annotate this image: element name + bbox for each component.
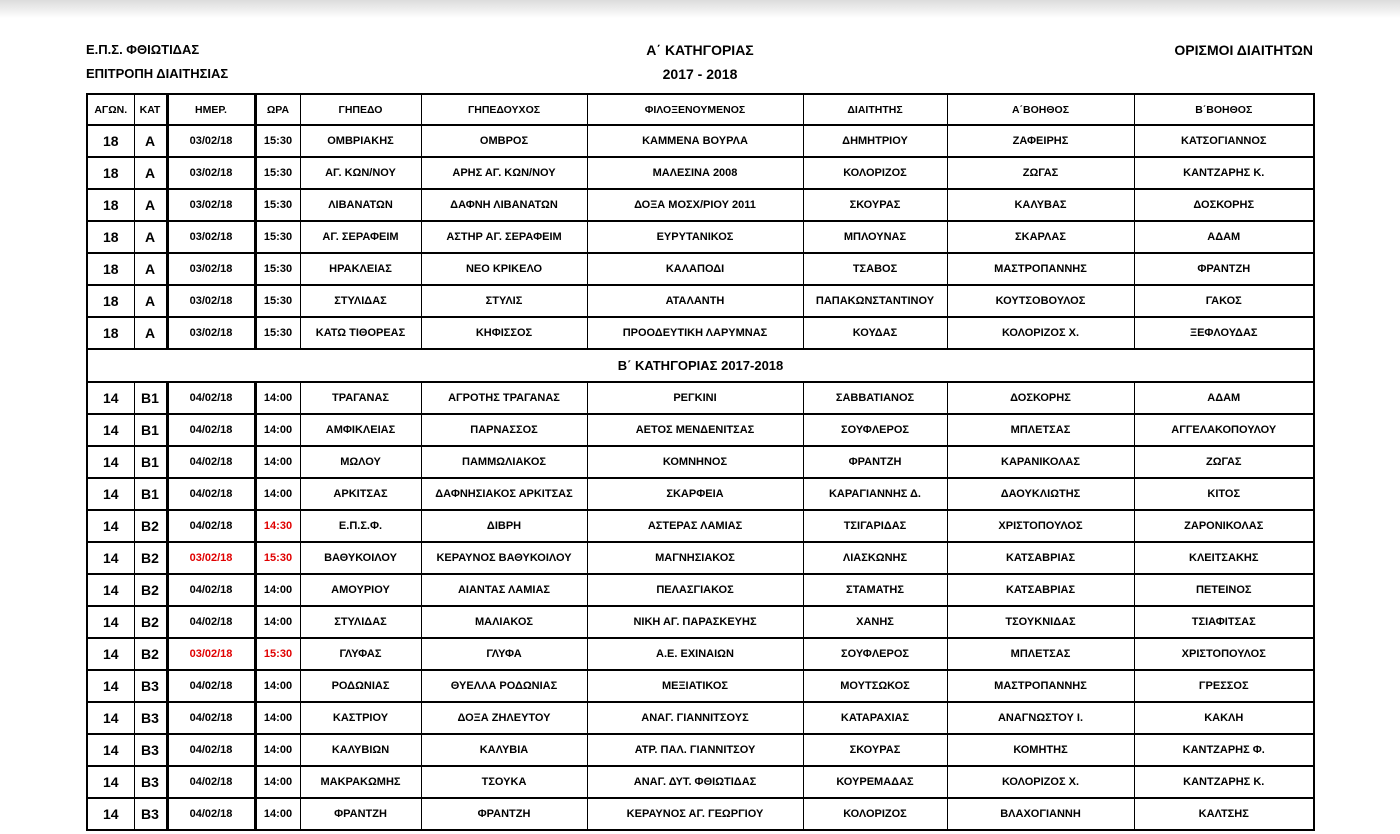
home-team-cell: ΔΑΦΝΗΣΙΑΚΟΣ ΑΡΚΙΤΣΑΣ [421,478,587,510]
category-cell: Α [134,189,167,221]
time-cell: 15:30 [255,317,300,349]
home-team-cell: ΠΑΜΜΩΛΙΑΚΟΣ [421,446,587,478]
organization-header [86,38,228,86]
category-cell: Α [134,253,167,285]
col-header-round: ΑΓΩΝ. [87,94,134,125]
col-header-time: ΩΡΑ [255,94,300,125]
date-cell: 03/02/18 [167,125,255,157]
away-team-cell: ΜΑΓΝΗΣΙΑΚΟΣ [587,542,803,574]
away-team-cell: ΑΝΑΓ. ΓΙΑΝΝΙΤΣΟΥΣ [587,702,803,734]
assistant2-cell: ΚΑΝΤΖΑΡΗΣ Κ. [1134,766,1314,798]
assistant2-cell: ΠΕΤΕΙΝΟΣ [1134,574,1314,606]
round-cell: 14 [87,574,134,606]
table-row [87,221,1314,253]
assistant2-cell: ΓΑΚΟΣ [1134,285,1314,317]
assistant1-cell: ΤΣΟΥΚΝΙΔΑΣ [947,606,1134,638]
category-cell: Α [134,317,167,349]
referee-cell: ΣΟΥΦΛΕΡΟΣ [803,414,947,446]
home-team-cell: ΓΛΥΦΑ [421,638,587,670]
referee-cell: ΣΤΑΜΑΤΗΣ [803,574,947,606]
away-team-cell: ΑΝΑΓ. ΔΥΤ. ΦΘΙΩΤΙΔΑΣ [587,766,803,798]
round-cell: 18 [87,317,134,349]
date-cell: 03/02/18 [167,157,255,189]
table-row [87,574,1314,606]
assistant1-cell: ΚΑΡΑΝΙΚΟΛΑΣ [947,446,1134,478]
date-cell: 03/02/18 [167,638,255,670]
table-body [87,94,1314,830]
referee-cell: ΚΟΛΟΡΙΖΟΣ [803,798,947,830]
date-cell: 04/02/18 [167,702,255,734]
home-team-cell: ΘΥΕΛΛΑ ΡΟΔΩΝΙΑΣ [421,670,587,702]
round-cell: 14 [87,670,134,702]
time-cell: 14:00 [255,446,300,478]
referee-cell: ΣΑΒΒΑΤΙΑΝΟΣ [803,382,947,414]
away-team-cell: ΑΤΑΛΑΝΤΗ [587,285,803,317]
time-cell: 15:30 [255,542,300,574]
referee-cell: ΠΑΠΑΚΩΝΣΤΑΝΤΙΝΟΥ [803,285,947,317]
document-title [1060,38,1313,62]
assistant2-cell: ΚΑΤΣΟΓΙΑΝΝΟΣ [1134,125,1314,157]
category-cell: Β2 [134,574,167,606]
away-team-cell: ΚΕΡΑΥΝΟΣ ΑΓ. ΓΕΩΡΓΙΟΥ [587,798,803,830]
assistant1-cell: ΚΟΥΤΣΟΒΟΥΛΟΣ [947,285,1134,317]
stadium-cell: ΑΓ. ΣΕΡΑΦΕΙΜ [300,221,421,253]
category-cell: Β2 [134,542,167,574]
doc-title-text: ΟΡΙΣΜΟΙ ΔΙΑΙΤΗΤΩΝ [1174,42,1313,58]
date-cell: 04/02/18 [167,414,255,446]
away-team-cell: ΣΚΑΡΦΕΙΑ [587,478,803,510]
home-team-cell: ΔΟΞΑ ΖΗΛΕΥΤΟΥ [421,702,587,734]
round-cell: 14 [87,734,134,766]
date-cell: 03/02/18 [167,317,255,349]
assistant2-cell: ΚΑΛΤΣΗΣ [1134,798,1314,830]
assistant1-cell: ΣΚΑΡΛΑΣ [947,221,1134,253]
round-cell: 14 [87,382,134,414]
stadium-cell: ΣΤΥΛΙΔΑΣ [300,606,421,638]
away-team-cell: ΠΡΟΟΔΕΥΤΙΚΗ ΛΑΡΥΜΝΑΣ [587,317,803,349]
referee-cell: ΚΑΤΑΡΑΧΙΑΣ [803,702,947,734]
round-cell: 14 [87,702,134,734]
date-cell: 04/02/18 [167,670,255,702]
home-team-cell: ΑΡΗΣ ΑΓ. ΚΩΝ/ΝΟΥ [421,157,587,189]
referee-cell: ΤΣΙΓΑΡΙΔΑΣ [803,510,947,542]
assistant1-cell: ΧΡΙΣΤΟΠΟΥΛΟΣ [947,510,1134,542]
round-cell: 18 [87,285,134,317]
category-cell: Β2 [134,638,167,670]
assistant2-cell: ΞΕΦΛΟΥΔΑΣ [1134,317,1314,349]
referee-cell: ΚΟΛΟΡΙΖΟΣ [803,157,947,189]
category-cell: Α [134,285,167,317]
referee-cell: ΚΟΥΡΕΜΑΔΑΣ [803,766,947,798]
section-title: Β΄ ΚΑΤΗΓΟΡΙΑΣ 2017-2018 [87,349,1314,382]
away-team-cell: ΑΤΡ. ΠΑΛ. ΓΙΑΝΝΙΤΣΟΥ [587,734,803,766]
home-team-cell: ΠΑΡΝΑΣΣΟΣ [421,414,587,446]
assistant1-cell: ΑΝΑΓΝΩΣΤΟΥ Ι. [947,702,1134,734]
home-team-cell: ΟΜΒΡΟΣ [421,125,587,157]
table-row [87,157,1314,189]
stadium-cell: ΜΩΛΟΥ [300,446,421,478]
table-row [87,125,1314,157]
home-team-cell: ΚΗΦΙΣΣΟΣ [421,317,587,349]
category-title: Α΄ ΚΑΤΗΓΟΡΙΑΣ [646,42,754,58]
home-team-cell: ΜΑΛΙΑΚΟΣ [421,606,587,638]
assistant2-cell: ΔΟΣΚΟΡΗΣ [1134,189,1314,221]
org-name: Ε.Π.Σ. ΦΘΙΩΤΙΔΑΣ [86,42,200,57]
home-team-cell: ΣΤΥΛΙΣ [421,285,587,317]
round-cell: 14 [87,638,134,670]
table-row [87,478,1314,510]
assistant2-cell: ΚΛΕΙΤΣΑΚΗΣ [1134,542,1314,574]
round-cell: 14 [87,766,134,798]
category-cell: Β3 [134,798,167,830]
table-row [87,702,1314,734]
home-team-cell: ΔΙΒΡΗ [421,510,587,542]
category-cell: Β1 [134,382,167,414]
section-divider-row [87,349,1314,382]
col-header-assistant2: Β΄ΒΟΗΘΟΣ [1134,94,1314,125]
time-cell: 15:30 [255,189,300,221]
assistant2-cell: ΧΡΙΣΤΟΠΟΥΛΟΣ [1134,638,1314,670]
date-cell: 04/02/18 [167,734,255,766]
top-shade [0,0,1400,18]
away-team-cell: ΕΥΡΥΤΑΝΙΚΟΣ [587,221,803,253]
table-row [87,734,1314,766]
date-cell: 03/02/18 [167,542,255,574]
table-row [87,382,1314,414]
stadium-cell: Ε.Π.Σ.Φ. [300,510,421,542]
home-team-cell: ΔΑΦΝΗ ΛΙΒΑΝΑΤΩΝ [421,189,587,221]
round-cell: 14 [87,798,134,830]
time-cell: 15:30 [255,638,300,670]
home-team-cell: ΚΑΛΥΒΙΑ [421,734,587,766]
referee-cell: ΜΟΥΤΣΩΚΟΣ [803,670,947,702]
assistant1-cell: ΜΠΛΕΤΣΑΣ [947,638,1134,670]
table-row [87,606,1314,638]
assistant2-cell: ΦΡΑΝΤΖΗ [1134,253,1314,285]
category-cell: Α [134,157,167,189]
date-cell: 04/02/18 [167,510,255,542]
referee-cell: ΦΡΑΝΤΖΗ [803,446,947,478]
assistant1-cell: ΒΛΑΧΟΓΙΑΝΝΗ [947,798,1134,830]
round-cell: 18 [87,189,134,221]
stadium-cell: ΚΑΣΤΡΙΟΥ [300,702,421,734]
away-team-cell: ΑΣΤΕΡΑΣ ΛΑΜΙΑΣ [587,510,803,542]
assistant1-cell: ΚΟΛΟΡΙΖΟΣ Χ. [947,317,1134,349]
category-cell: Α [134,125,167,157]
assistant2-cell: ΑΔΑΜ [1134,382,1314,414]
date-cell: 04/02/18 [167,446,255,478]
round-cell: 18 [87,157,134,189]
away-team-cell: ΑΕΤΟΣ ΜΕΝΔΕΝΙΤΣΑΣ [587,414,803,446]
time-cell: 14:00 [255,414,300,446]
assistant2-cell: ΤΣΙΑΦΙΤΣΑΣ [1134,606,1314,638]
date-cell: 04/02/18 [167,766,255,798]
home-team-cell: ΤΣΟΥΚΑ [421,766,587,798]
assistant2-cell: ΓΡΕΣΣΟΣ [1134,670,1314,702]
stadium-cell: ΤΡΑΓΑΝΑΣ [300,382,421,414]
category-cell: Β1 [134,414,167,446]
round-cell: 14 [87,510,134,542]
date-cell: 04/02/18 [167,574,255,606]
stadium-cell: ΛΙΒΑΝΑΤΩΝ [300,189,421,221]
table-row [87,670,1314,702]
home-team-cell: ΑΓΡΟΤΗΣ ΤΡΑΓΑΝΑΣ [421,382,587,414]
referee-cell: ΚΑΡΑΓΙΑΝΝΗΣ Δ. [803,478,947,510]
time-cell: 14:00 [255,702,300,734]
committee-name: ΕΠΙΤΡΟΠΗ ΔΙΑΙΤΗΣΙΑΣ [86,66,229,81]
time-cell: 15:30 [255,253,300,285]
round-cell: 18 [87,125,134,157]
assistant1-cell: ΔΟΣΚΟΡΗΣ [947,382,1134,414]
stadium-cell: ΜΑΚΡΑΚΩΜΗΣ [300,766,421,798]
stadium-cell: ΑΜΟΥΡΙΟΥ [300,574,421,606]
assistant2-cell: ΑΔΑΜ [1134,221,1314,253]
home-team-cell: ΑΙΑΝΤΑΣ ΛΑΜΙΑΣ [421,574,587,606]
referee-cell: ΧΑΝΗΣ [803,606,947,638]
table-row [87,766,1314,798]
col-header-referee: ΔΙΑΙΤΗΤΗΣ [803,94,947,125]
date-cell: 04/02/18 [167,478,255,510]
away-team-cell: ΔΟΞΑ ΜΟΣΧ/ΡΙΟΥ 2011 [587,189,803,221]
time-cell: 14:00 [255,766,300,798]
table-row [87,638,1314,670]
category-header [560,38,840,86]
col-header-assistant1: Α΄ΒΟΗΘΟΣ [947,94,1134,125]
table-row [87,446,1314,478]
col-header-category: ΚΑΤ [134,94,167,125]
table-row [87,542,1314,574]
time-cell: 14:00 [255,670,300,702]
home-team-cell: ΚΕΡΑΥΝΟΣ ΒΑΘΥΚΟΙΛΟΥ [421,542,587,574]
table-row [87,189,1314,221]
assistant2-cell: ΚΑΝΤΖΑΡΗΣ Φ. [1134,734,1314,766]
assistant1-cell: ΜΑΣΤΡΟΠΑΝΝΗΣ [947,670,1134,702]
table-row [87,317,1314,349]
time-cell: 15:30 [255,285,300,317]
stadium-cell: ΦΡΑΝΤΖΗ [300,798,421,830]
col-header-away: ΦΙΛΟΞΕΝΟΥΜΕΝΟΣ [587,94,803,125]
stadium-cell: ΗΡΑΚΛΕΙΑΣ [300,253,421,285]
assistant2-cell: ΚΙΤΟΣ [1134,478,1314,510]
away-team-cell: ΜΕΞΙΑΤΙΚΟΣ [587,670,803,702]
time-cell: 14:00 [255,382,300,414]
col-header-date: ΗΜΕΡ. [167,94,255,125]
date-cell: 03/02/18 [167,253,255,285]
assistant2-cell: ΚΑΚΛΗ [1134,702,1314,734]
stadium-cell: ΑΜΦΙΚΛΕΙΑΣ [300,414,421,446]
referee-cell: ΜΠΛΟΥΝΑΣ [803,221,947,253]
round-cell: 14 [87,478,134,510]
date-cell: 04/02/18 [167,798,255,830]
category-cell: Β1 [134,446,167,478]
stadium-cell: ΚΑΤΩ ΤΙΘΟΡΕΑΣ [300,317,421,349]
assistant2-cell: ΖΑΡΟΝΙΚΟΛΑΣ [1134,510,1314,542]
referee-cell: ΣΚΟΥΡΑΣ [803,734,947,766]
stadium-cell: ΑΡΚΙΤΣΑΣ [300,478,421,510]
date-cell: 03/02/18 [167,221,255,253]
assistant2-cell: ΖΩΓΑΣ [1134,446,1314,478]
assistant1-cell: ΔΑΟΥΚΛΙΩΤΗΣ [947,478,1134,510]
table-row [87,253,1314,285]
referee-assignments-table [86,93,1315,831]
round-cell: 14 [87,606,134,638]
home-team-cell: ΝΕΟ ΚΡΙΚΕΛΟ [421,253,587,285]
time-cell: 14:00 [255,734,300,766]
table-row [87,798,1314,830]
home-team-cell: ΑΣΤΗΡ ΑΓ. ΣΕΡΑΦΕΙΜ [421,221,587,253]
referee-cell: ΣΟΥΦΛΕΡΟΣ [803,638,947,670]
assistant1-cell: ΚΑΤΣΑΒΡΙΑΣ [947,542,1134,574]
date-cell: 04/02/18 [167,606,255,638]
stadium-cell: ΡΟΔΩΝΙΑΣ [300,670,421,702]
referee-cell: ΣΚΟΥΡΑΣ [803,189,947,221]
home-team-cell: ΦΡΑΝΤΖΗ [421,798,587,830]
time-cell: 15:30 [255,157,300,189]
assistant1-cell: ΜΑΣΤΡΟΠΑΝΝΗΣ [947,253,1134,285]
stadium-cell: ΟΜΒΡΙΑΚΗΣ [300,125,421,157]
category-cell: Β3 [134,670,167,702]
assistant1-cell: ΚΑΛΥΒΑΣ [947,189,1134,221]
away-team-cell: ΠΕΛΑΣΓΙΑΚΟΣ [587,574,803,606]
assistant2-cell: ΚΑΝΤΖΑΡΗΣ Κ. [1134,157,1314,189]
date-cell: 03/02/18 [167,189,255,221]
category-cell: Β3 [134,734,167,766]
category-cell: Α [134,221,167,253]
referee-cell: ΛΙΑΣΚΩΝΗΣ [803,542,947,574]
referee-cell: ΤΣΑΒΟΣ [803,253,947,285]
category-cell: Β2 [134,510,167,542]
time-cell: 14:30 [255,510,300,542]
away-team-cell: Α.Ε. ΕΧΙΝΑΙΩΝ [587,638,803,670]
time-cell: 14:00 [255,606,300,638]
time-cell: 14:00 [255,798,300,830]
away-team-cell: ΡΕΓΚΙΝΙ [587,382,803,414]
away-team-cell: ΜΑΛΕΣΙΝΑ 2008 [587,157,803,189]
time-cell: 14:00 [255,478,300,510]
date-cell: 04/02/18 [167,382,255,414]
time-cell: 14:00 [255,574,300,606]
round-cell: 14 [87,542,134,574]
away-team-cell: ΚΑΛΑΠΟΔΙ [587,253,803,285]
stadium-cell: ΣΤΥΛΙΔΑΣ [300,285,421,317]
assistant2-cell: ΑΓΓΕΛΑΚΟΠΟΥΛΟΥ [1134,414,1314,446]
table-row [87,285,1314,317]
date-cell: 03/02/18 [167,285,255,317]
time-cell: 15:30 [255,221,300,253]
round-cell: 18 [87,221,134,253]
col-header-stadium: ΓΗΠΕΔΟ [300,94,421,125]
category-cell: Β3 [134,702,167,734]
category-cell: Β3 [134,766,167,798]
stadium-cell: ΑΓ. ΚΩΝ/ΝΟΥ [300,157,421,189]
season: 2017 - 2018 [662,66,738,82]
assistant1-cell: ΚΟΜΗΤΗΣ [947,734,1134,766]
col-header-home: ΓΗΠΕΔΟΥΧΟΣ [421,94,587,125]
assistant1-cell: ΚΑΤΣΑΒΡΙΑΣ [947,574,1134,606]
assistant1-cell: ΖΩΓΑΣ [947,157,1134,189]
category-cell: Β1 [134,478,167,510]
away-team-cell: ΚΟΜΝΗΝΟΣ [587,446,803,478]
stadium-cell: ΚΑΛΥΒΙΩΝ [300,734,421,766]
table-header-row [87,94,1314,125]
away-team-cell: ΝΙΚΗ ΑΓ. ΠΑΡΑΣΚΕΥΗΣ [587,606,803,638]
referee-cell: ΚΟΥΔΑΣ [803,317,947,349]
assistant1-cell: ΚΟΛΟΡΙΖΟΣ Χ. [947,766,1134,798]
assistant1-cell: ΖΑΦΕΙΡΗΣ [947,125,1134,157]
referee-cell: ΔΗΜΗΤΡΙΟΥ [803,125,947,157]
time-cell: 15:30 [255,125,300,157]
stadium-cell: ΒΑΘΥΚΟΙΛΟΥ [300,542,421,574]
round-cell: 18 [87,253,134,285]
round-cell: 14 [87,414,134,446]
round-cell: 14 [87,446,134,478]
category-cell: Β2 [134,606,167,638]
away-team-cell: ΚΑΜΜΕΝΑ ΒΟΥΡΛΑ [587,125,803,157]
stadium-cell: ΓΛΥΦΑΣ [300,638,421,670]
table-row [87,414,1314,446]
assistant1-cell: ΜΠΛΕΤΣΑΣ [947,414,1134,446]
table-row [87,510,1314,542]
